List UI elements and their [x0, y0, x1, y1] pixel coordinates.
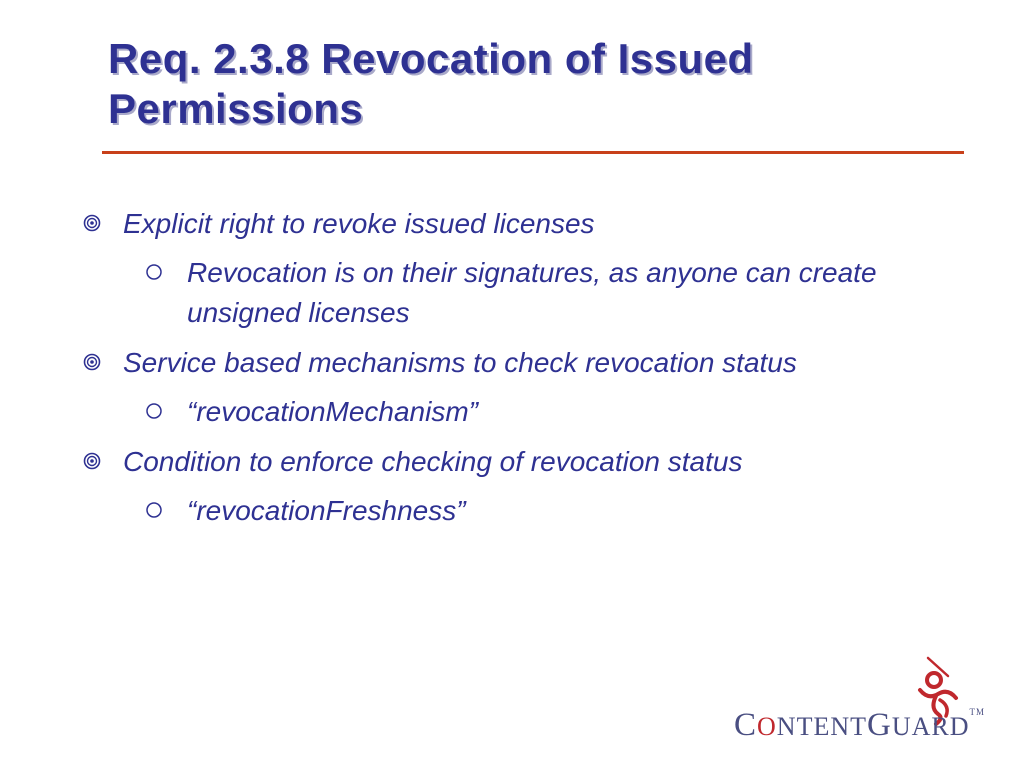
target-bullet-icon — [83, 353, 101, 371]
target-bullet-icon — [83, 452, 101, 470]
bullet-text: Condition to enforce checking of revocation status — [123, 446, 743, 477]
circle-bullet-icon — [145, 402, 163, 420]
bullet-item — [123, 204, 595, 244]
bullet-item — [123, 343, 797, 383]
logo-letter-o: O — [757, 712, 777, 741]
circle-bullet-icon — [145, 263, 163, 281]
target-bullet-icon — [83, 214, 101, 232]
sub-bullet-item — [187, 491, 967, 531]
title-divider — [102, 151, 964, 154]
sub-bullet-item — [187, 253, 967, 333]
logo-trademark: TM — [969, 707, 986, 717]
logo-letter-c: C — [734, 707, 758, 743]
logo-letter-g: G — [867, 707, 892, 743]
slide-title: Req. 2.3.8 Revocation of Issued Permissions — [108, 35, 754, 132]
bullet-text: Service based mechanisms to check revocation status — [123, 347, 797, 378]
logo-uard: UARD — [891, 712, 970, 741]
sub-bullet-item — [187, 392, 967, 432]
logo-wordmark — [734, 707, 985, 744]
bullet-item — [123, 442, 742, 482]
circle-bullet-icon — [145, 501, 163, 519]
logo-ntent: NTENT — [776, 712, 867, 741]
contentguard-logo — [734, 654, 1004, 754]
bullet-text: Explicit right to revoke issued licenses — [123, 208, 595, 239]
sub-bullet-text: Revocation is on their signatures, as anyone can create unsigned licenses — [187, 257, 877, 328]
sub-bullet-text: “revocationMechanism” — [187, 396, 478, 427]
sub-bullet-text: “revocationFreshness” — [187, 495, 466, 526]
